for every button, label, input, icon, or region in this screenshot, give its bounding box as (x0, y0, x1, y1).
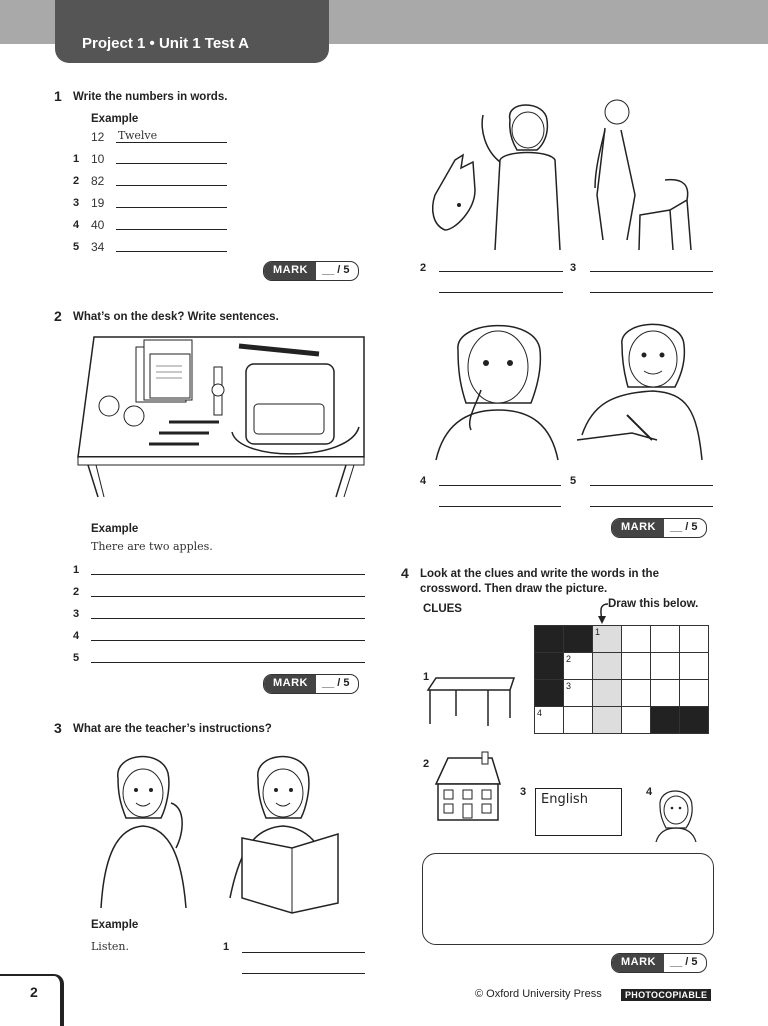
house-clue-illustration (434, 752, 502, 822)
crossword-cell[interactable] (564, 707, 593, 734)
page-number-tab (0, 974, 64, 1026)
copyright: © Oxford University Press (475, 988, 602, 1000)
q3-answer-line[interactable] (590, 506, 713, 507)
q1-answer-line[interactable] (116, 251, 227, 252)
q3-answer-line[interactable] (439, 271, 563, 272)
q2-mark-box (263, 674, 359, 694)
q3-item-number: 5 (570, 475, 577, 487)
board-clue-illustration (535, 788, 622, 836)
drawing-area[interactable] (422, 853, 714, 945)
page-number: 2 (30, 984, 38, 1000)
q1-item-value: 19 (91, 196, 105, 210)
crossword-cell[interactable] (680, 680, 709, 707)
crossword-cell[interactable] (593, 626, 622, 653)
teacher-writing-illustration (572, 315, 712, 463)
q1-item-number: 2 (73, 175, 80, 187)
crossword-clue-number: 2 (566, 654, 572, 664)
q2-answer-line[interactable] (91, 596, 365, 597)
crossword-cell[interactable] (593, 653, 622, 680)
crossword-clue-number: 3 (566, 681, 572, 691)
crossword-cell-blocked (651, 707, 680, 734)
mark-label: MARK (612, 519, 664, 537)
q3-answer-line[interactable] (590, 271, 713, 272)
q1-answer-line[interactable] (116, 207, 227, 208)
crossword-cell[interactable] (622, 707, 651, 734)
teacher-clue-illustration (654, 786, 698, 842)
mark-label: MARK (264, 675, 316, 693)
clue-number: 2 (423, 758, 430, 770)
q4-instruction-line1: Look at the clues and write the words in the (420, 568, 659, 580)
teacher-reading-illustration (230, 748, 365, 913)
q2-item-number: 1 (73, 564, 80, 576)
q1-item-value: 34 (91, 240, 105, 254)
q3-number: 3 (54, 720, 62, 736)
crossword-cell[interactable] (622, 653, 651, 680)
q2-answer-line[interactable] (91, 662, 365, 663)
clue-number: 3 (520, 786, 527, 798)
q1-item-value: 10 (91, 152, 105, 166)
q1-mark-box (263, 261, 359, 281)
board-text: English (541, 792, 588, 807)
q1-item-value: 40 (91, 218, 105, 232)
q3-item-number: 2 (420, 262, 427, 274)
q1-example-label: Example (91, 113, 139, 125)
q3-instruction: What are the teacher’s instructions? (73, 723, 272, 735)
crossword-cell[interactable] (651, 680, 680, 707)
q2-item-number: 5 (73, 652, 80, 664)
q3-example-answer: Listen. (91, 940, 129, 953)
desk-illustration (74, 332, 374, 502)
draw-label: Draw this below. (608, 598, 699, 610)
q3-mark-box (611, 518, 707, 538)
mark-score[interactable]: __ / 5 (322, 264, 350, 276)
q1-item-number: 3 (73, 197, 80, 209)
q1-answer-line[interactable] (116, 163, 227, 164)
q4-instruction-line2: crossword. Then draw the picture. (420, 583, 608, 595)
q2-example-label: Example (91, 523, 139, 535)
crossword-cell-blocked (535, 653, 564, 680)
teacher-thinking-illustration (436, 315, 561, 463)
q3-answer-line[interactable] (590, 485, 713, 486)
q1-item-number: 4 (73, 219, 80, 231)
crossword-cell[interactable] (622, 680, 651, 707)
page-title: Project 1 • Unit 1 Test A (82, 35, 249, 52)
mark-score[interactable]: __ / 5 (670, 521, 698, 533)
crossword-grid (534, 625, 709, 734)
crossword-cell[interactable] (651, 653, 680, 680)
teacher-and-student-illustrations (425, 100, 725, 250)
q2-instruction: What’s on the desk? Write sentences. (73, 311, 279, 323)
crossword-cell-blocked (535, 680, 564, 707)
q2-number: 2 (54, 308, 62, 324)
crossword-cell[interactable] (535, 707, 564, 734)
q2-example-answer: There are two apples. (91, 540, 213, 553)
crossword-cell-blocked (680, 707, 709, 734)
crossword-cell[interactable] (593, 680, 622, 707)
arrow-down-icon (596, 598, 610, 626)
q1-answer-line[interactable] (116, 185, 227, 186)
q2-answer-line[interactable] (91, 574, 365, 575)
table-clue-illustration (426, 676, 518, 728)
q2-answer-line[interactable] (91, 618, 365, 619)
photocopiable-badge: PHOTOCOPIABLE (621, 989, 711, 1001)
crossword-cell[interactable] (651, 626, 680, 653)
crossword-clue-number: 4 (537, 708, 543, 718)
mark-label: MARK (612, 954, 664, 972)
q3-item-number: 1 (223, 941, 230, 953)
q3-answer-line[interactable] (439, 485, 561, 486)
title-tab (55, 0, 329, 63)
q3-answer-line[interactable] (590, 292, 713, 293)
q4-number: 4 (401, 565, 409, 581)
q3-answer-line[interactable] (439, 292, 563, 293)
mark-score[interactable]: __ / 5 (670, 956, 698, 968)
clues-label: CLUES (423, 603, 462, 615)
q3-item-number: 4 (420, 475, 427, 487)
q1-item-value: 82 (91, 174, 105, 188)
q1-instruction: Write the numbers in words. (73, 91, 228, 103)
q1-example-line (116, 142, 227, 143)
q2-answer-line[interactable] (91, 640, 365, 641)
crossword-clue-number: 1 (595, 627, 601, 637)
mark-score[interactable]: __ / 5 (322, 677, 350, 689)
q1-example-number: 12 (91, 130, 105, 144)
crossword-cell[interactable] (564, 680, 593, 707)
q4-mark-box (611, 953, 707, 973)
clue-number: 4 (646, 786, 653, 798)
q2-item-number: 2 (73, 586, 80, 598)
q3-answer-line[interactable] (242, 952, 365, 953)
q1-answer-line[interactable] (116, 229, 227, 230)
crossword-cell-blocked (535, 626, 564, 653)
crossword-cell[interactable] (564, 653, 593, 680)
q1-number: 1 (54, 88, 62, 104)
q1-example-answer: Twelve (118, 129, 158, 142)
crossword-cell-blocked (564, 626, 593, 653)
mark-label: MARK (264, 262, 316, 280)
crossword-cell[interactable] (680, 626, 709, 653)
clue-number: 1 (423, 671, 430, 683)
crossword-cell[interactable] (593, 707, 622, 734)
q2-item-number: 4 (73, 630, 80, 642)
q2-item-number: 3 (73, 608, 80, 620)
q1-item-number: 1 (73, 153, 80, 165)
q3-answer-line[interactable] (242, 973, 365, 974)
q3-item-number: 3 (570, 262, 577, 274)
q3-answer-line[interactable] (439, 506, 561, 507)
teacher-listening-illustration (96, 748, 211, 913)
crossword-cell[interactable] (680, 653, 709, 680)
q1-item-number: 5 (73, 241, 80, 253)
q3-example-label: Example (91, 919, 139, 931)
crossword-cell[interactable] (622, 626, 651, 653)
